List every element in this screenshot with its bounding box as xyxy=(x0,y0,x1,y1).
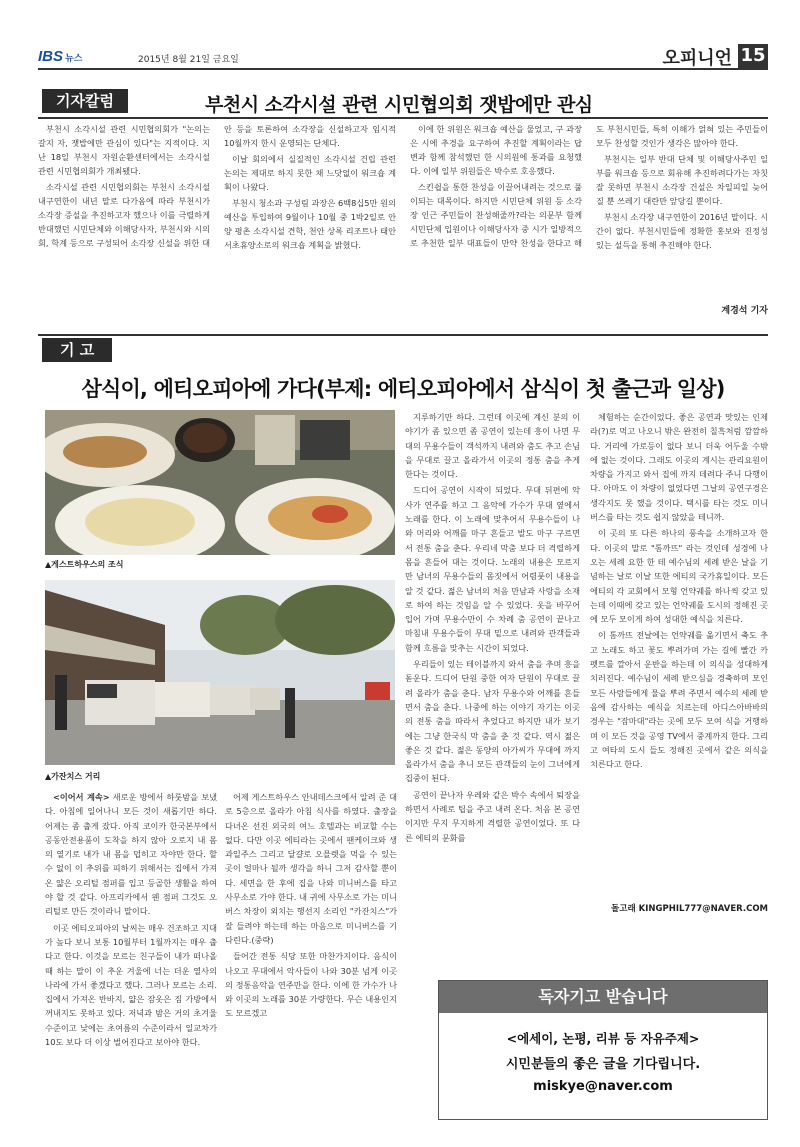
article-paragraph: 이 곳의 또 다른 하나의 풍속을 소개하고자 한다. 이곳의 말로 "톰까뜨" 라는 것인데 성경에 나오는 세례 요한 한 테 예수님의 세례 받은 날을 기념하는 날로 이날 또한 에티의 국가휴일이다. 모든 에티의 각 교회에서 모형 언약궤를 하나씩 갖고 있는데 이때에 갖고 있는 언약궤를 도시의 정해진 곳에 모두 모이게 하여 성대한 예식을 치른다. xyxy=(590,528,768,625)
column-paragraph: 이날 회의에서 실질적인 소각시설 건립 관련 논의는 제대로 하지 못한 채 느닷없이 워크숍 계획이 나왔다. xyxy=(224,154,396,192)
column-paragraph: 부천시 청소과 구성림 과장은 6백8십5만 원의 예산을 투입하여 9월이나 10월 중 1박2일로 안양 평촌 소각시설 견학, 천안 상록 리조트나 태안 서초휴양소로의 워크숍 계획을 밝혔다. xyxy=(224,198,396,250)
submission-topics: <에세이, 논평, 리뷰 등 자유주제> xyxy=(506,1031,700,1046)
street-photo xyxy=(45,580,395,765)
issue-date: 2015년 8월 21일 금요일 xyxy=(138,55,239,65)
section-rule xyxy=(38,334,768,336)
column-paragraph: 부천시는 일부 반대 단체 및 이해당사주민 일부를 워크숍 등으로 회유해 추진하려다가는 자칫 잘 못하면 부천시 소각장 건설은 차일피일 늦어질 뿐 쓰레기 대란만 앞당길 뿐이다. xyxy=(596,154,768,206)
article-paragraph: 지루하기만 하다. 그런데 이곳에 계신 분의 이야기가 좀 있으면 좀 공연이 있는데 흥이 나면 무대의 무용수들이 객석까지 내려와 춤도 추고 손님을 무대로 끌고 올라가서 이곳의 정통 춤을 추게 한다는 것이다. xyxy=(405,412,580,480)
article-paragraph: 드디어 공연이 시작이 되었다. 무대 뒤편에 악사가 연주를 하고 그 음악에 가수가 무대 옆에서 노래를 한다. 이 노래에 맞추어서 무용수들이 나와 머리와 어깨를 마구 흔들고 발도 마구 구르면서 전통 춤을 춘다. 우리네 막춤 보다 더 격렬하게 몸을 흔들어 대는 것이다. 노래의 내용은 모르지만 남녀의 무용수들의 몸짓에서 어렴풋이 내용을 알 것 같다. 젊은 남녀의 처음 만남과 사랑을 소재로 하여 하는 것임을 알 수 있었다. 옷을 바꾸어 입어 가며 무용수만이 수 차례 춤 공연이 끝나고 마침내 무용수들이 무대 밑으로 내려와 관객들과 함께 흐름을 맞추는 시간이 되었다. xyxy=(405,485,580,653)
submission-email[interactable]: miskye@naver.com xyxy=(533,1079,673,1094)
column-paragraph: 스킨쉽을 통한 찬성을 이끌어내려는 것으로 풀이되는 대목이다. 하지만 시민단체 위원 등 소각장 인근 주민들이 찬성해줄까?라는 의문부 함께 시민단체 입원이나 이해당사자 중 시가 일방적으로 추천한 일부 대표들이 만약 찬성을 한다고 해도 부천시민들, 특히 이해가 얽혀 있는 주민들이 모두 찬성할 것인가 생각은 많아야 한다. xyxy=(410,124,768,248)
photo-caption: ▲가잔치스 거리 xyxy=(45,772,101,781)
breakfast-photo xyxy=(45,410,395,555)
contribution-byline: 돌고래 KINGPHIL777@NAVER.COM xyxy=(611,904,768,914)
article-paragraph: 공연이 끝나자 우레와 같은 박수 속에서 퇴장을 하면서 사례로 팁을 주고 내려 온다. 처음 본 공연이지만 무지 무지하게 격렬한 공연이었다. 또 다른 에티의 문화를 xyxy=(405,789,580,843)
column-paragraph: 부천시 소각장 내구연한이 2016년 말이다. 시간이 없다. 부천시민들에 정확한 홍보와 진정성 있는 설득을 통해 추진해야 한다. xyxy=(596,212,768,250)
article-text: 새로운 방에서 하룻밤을 보냈다. 아침에 일어나니 모든 것이 새롭기만 하다. 어제는 좀 춥게 잤다. 아직 코이카 한국본부에서 공동안전용품이 도착을 하지 않아 오로지 내 몸의 열기로 내가 내 몸을 덥히고 자야만 한다. 할 수 없이 이 추위를 피하기 위해서는 집에서 가져온 얇은 오리털 점퍼를 입고 등골한 생활을 하여야 할 것 같다. 아프리카에서 웬 점퍼 그것도 오리털로 만든 것이라니 말이다. xyxy=(45,792,218,917)
page-number: 15 xyxy=(738,44,768,68)
article-paragraph: 우리들이 있는 테이블까지 와서 춤을 추며 흥을 돋운다. 드디어 단원 중한 여자 단원이 무대로 끌려 올라가 춤을 춘다. 남자 무용수와 어깨를 흔들면서 춤을 춘다. 나중에 하는 이야기 자기는 이곳의 전통 춤을 따라서 추었다고 하지만 내가 보기에는 그냥 한국식 막 춤을 춘 것 같다. 역시 젊은 좋은 것 같다. 젊은 동양의 아가씨가 무대에 까지 올라가서 춤을 추니 모든 관객들의 눈이 그녀에게 집중이 된다. xyxy=(405,659,580,784)
article-column-a xyxy=(45,790,217,1130)
column-headline: 부천시 소각시설 관련 시민협의회 잿밥에만 관심 xyxy=(205,94,593,116)
headline-rule xyxy=(38,117,768,119)
contribution-headline: 삼식이, 에티오피아에 가다(부제: 에티오피아에서 삼식이 첫 출근과 일상) xyxy=(81,377,725,401)
article-column-d xyxy=(590,410,768,900)
page-header xyxy=(38,44,768,70)
article-paragraph xyxy=(45,790,217,919)
logo-sub: 뉴스 xyxy=(65,53,83,63)
submission-box xyxy=(438,980,768,1120)
column-paragraph: 이에 한 위원은 워크숍 예산을 물었고, 구 과장은 시에 추경을 요구하여 추진할 계획이라는 답변과 함께 참석했던 한 시의원에 통과를 요청했다. 이에 일부 위원들은 박수로 호응했다. xyxy=(410,124,582,176)
continued-label: <이어서 계속> xyxy=(53,792,110,802)
column-paragraph: 부천시 소각시설 관련 시민협의회가 "논의는 갈지 자, 잿밥에만 관심이 있다"는 지적이다. 지난 18일 부천시 자원순환센터에서는 소각시설 관련 시민협의회가 개최됐다. xyxy=(38,124,210,176)
article-paragraph: 이곳 에티오피아의 날씨는 매우 건조하고 지대가 높다 보니 보통 10월부터 1월까지는 매우 춥다고 한다. 이것을 모르는 친구들이 내가 떠나올 때 하는 말이 이 추운 겨울에 너는 더운 열사의 나라에 가서 좋겠다고 했다. 그러나 모르는 소리. 집에서 가져온 반바지, 얇은 잠옷은 짐 가방에서 꺼내지도 못하고 있다. 저녁과 밤은 거의 초겨울 수준이고 낮에는 초여름의 수준이라서 일교차가 10도 보다 더 이상 벌어진다고 보아야 한다. xyxy=(45,922,217,1048)
article-paragraph: 이 톰까뜨 전날에는 언약궤를 옮기면서 축도 추고 노래도 하고 꽃도 뿌려가며 가는 길에 빨간 카펫트를 깔아서 운반을 하는데 이 의식을 성대하게 치러진다. 예수님이 세례 받으심을 경축하며 모인 모든 사람들에게 물을 뿌려 주면서 예수의 세례 받음에 감사하는 예식을 치르는데 아디스아바바의 경우는 "잠마대"라는 곳에 모두 모여 식을 거행하며 이 모든 것을 공영 TV에서 중계까지 한다. 그리고 여타의 도시 들도 정해진 곳에서 같은 의식을 치른다고 한다. xyxy=(590,630,768,770)
column-byline: 계경석 기자 xyxy=(721,306,768,316)
section-title: 오피니언 xyxy=(662,48,732,69)
submission-invitation: 시민분들의 좋은 글을 기다립니다. xyxy=(505,1057,701,1072)
column-tag: 기자칼럼 xyxy=(42,89,128,113)
column-body xyxy=(38,122,768,326)
article-paragraph: 어제 게스트하우스 안내데스크에서 알려 준 대로 5층으로 올라가 아침 식사를 하였다. 출장을 다녀온 선진 외국의 여느 호텔과는 비교할 수는 없다. 다만 이곳 에티라는 곳에서 팬케이크와 생과일주스 그리고 달걀로 오믈렛을 먹을 수 있는 곳이 얼마나 될까 생각을 하니 그저 감사할 뿐이다. 세면을 한 후에 집을 나와 미니버스를 타고 사무소로 가야 한다. 내 귀에 사무소로 가는 미니버스 차장이 외치는 행선지 소리인 "카잔치스"가 잘 들려야 하는데 하는 마음으로 미니버스를 기다린다.(중략) xyxy=(225,792,397,945)
article-paragraph: 체험하는 순간이었다. 좋은 공연과 맛있는 인제라(?)로 먹고 나오니 밖은 완전히 칠흑처럼 깜깜하다. 거리에 가로등이 없다 보니 더욱 어두울 수밖에 없는 것이다. 그래도 이곳의 계시는 관리요원이 차량을 가지고 와서 집에 까지 데려다 주니 다행이다. 아마도 이 차량이 없었다면 그날의 공연구경은 생각지도 못 했을 것이다. 택시를 타는 것도 미니버스를 타는 것도 쉽지 않았을 테니까. xyxy=(590,412,768,523)
article-column-b xyxy=(225,790,397,1130)
street-image xyxy=(45,580,395,765)
article-paragraph: 들어간 전통 식당 또한 마찬가지이다. 음식이 나오고 무대에서 악사들이 나와 30분 넘게 이곳의 정통음악을 연주만을 한다. 이에 한 가수가 나와 이곳의 노래를 30분 가량한다. 무슨 내용인지도 모르겠고 xyxy=(225,951,397,1019)
logo-text: IBS xyxy=(38,48,64,65)
contribution-tag: 기 고 xyxy=(42,338,112,362)
photo-caption: ▲게스트하우스의 조식 xyxy=(45,560,124,569)
breakfast-image xyxy=(45,410,395,555)
submission-box-title: 독자기고 받습니다 xyxy=(439,981,767,1013)
newspaper-logo xyxy=(38,48,82,65)
column-paragraph: 소각시설 관련 시민협의회는 부천시 소각시설 내구연한이 내년 말로 다가옴에 따라 부천시가 소각장 증설을 추진하고자 했으나 이를 극렬하게 반대했던 시민단체와 이해당사자, 부천시와 시의회, 학계 등으로 구성되어 소각장 신설을 위한 대안 등을 토론하여 소각장을 신설하고자 임시적 10월까지 한시 운영되는 단체다. xyxy=(38,124,396,248)
